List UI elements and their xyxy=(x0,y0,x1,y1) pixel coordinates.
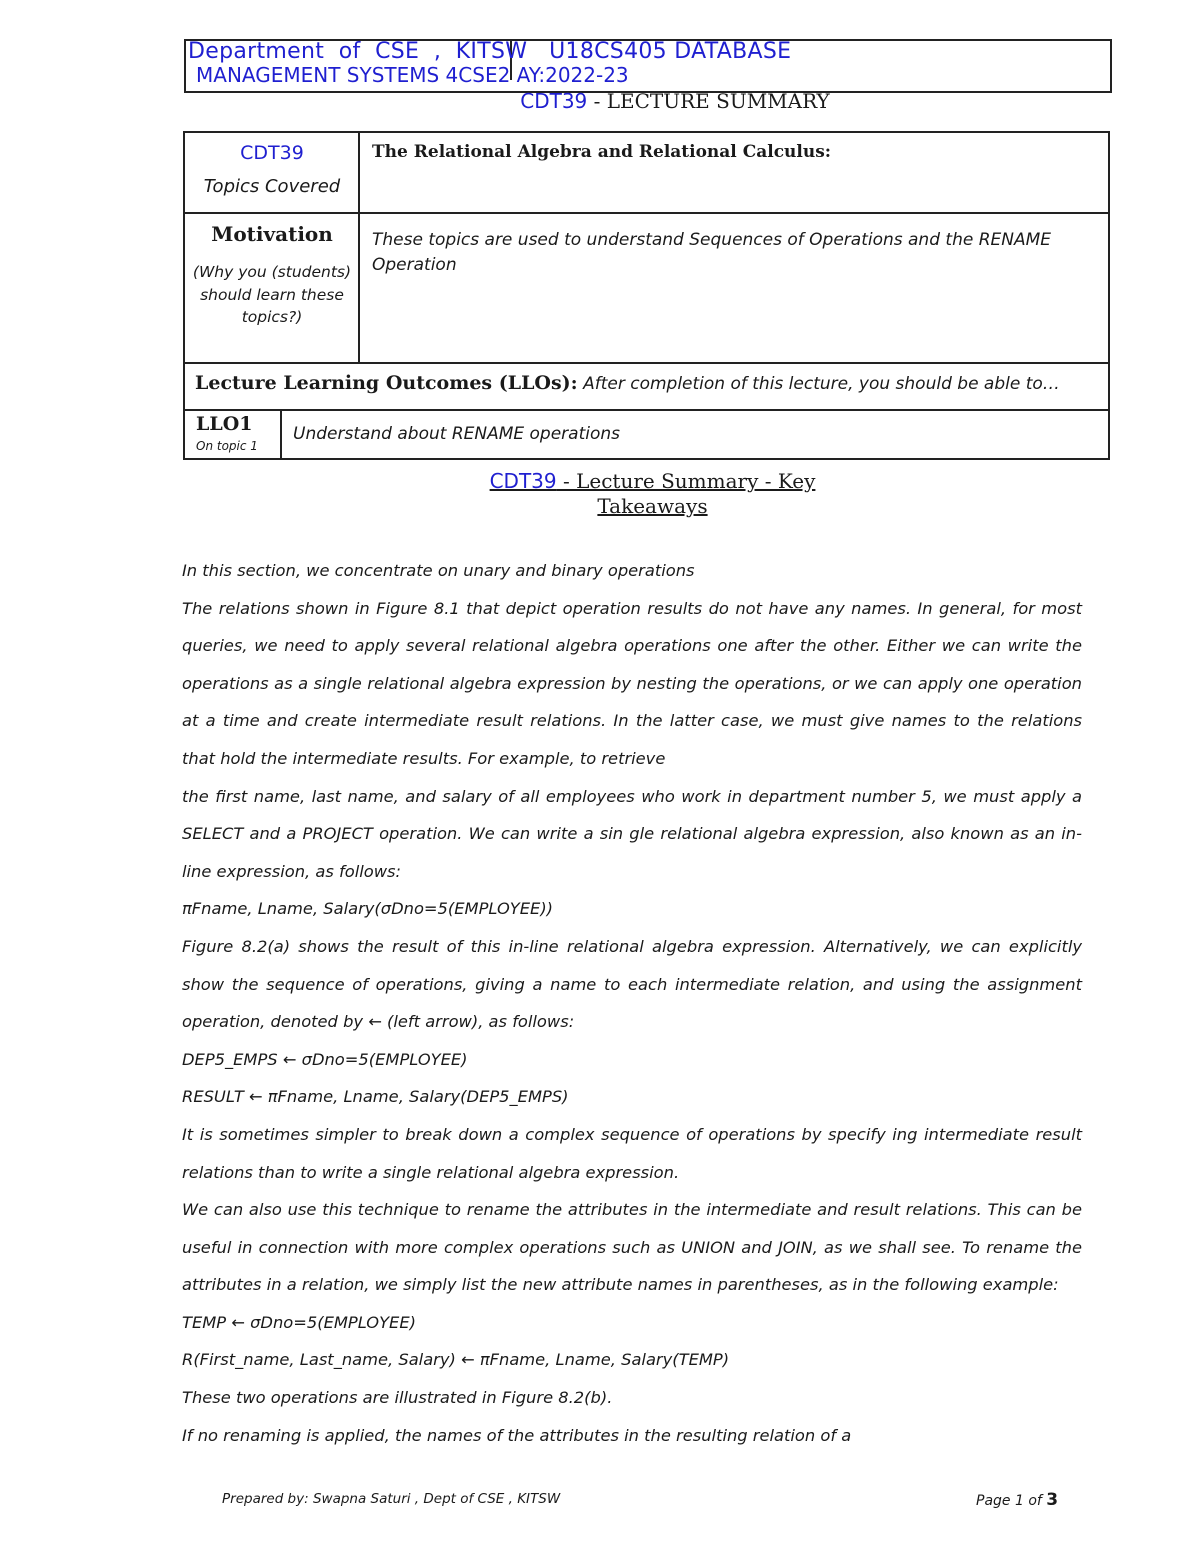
page-subtitle xyxy=(0,90,1200,112)
body-expression: R(First_name, Last_name, Salary) ← πFname, Lname, Salary(TEMP) xyxy=(182,1350,730,1370)
body-expression: TEMP ← σDno=5(EMPLOYEE) xyxy=(182,1312,416,1332)
body-paragraph: The relations shown in Figure 8.1 that depict operation results do not have any names. In general, for most queries, we need to apply several relational algebra operations one after the other. Either we can write the operations as a single relational algebra expression by nesting the operations, or we can apply one operation at a time and create intermediate result relations. In the latter case, we must give names to the relations that hold the intermediate results. For example, to retrieve xyxy=(182,598,1082,768)
body-expression: DEP5_EMPS ← σDno=5(EMPLOYEE) xyxy=(182,1049,468,1069)
body-paragraph: Figure 8.2(a) shows the result of this in-line relational algebra expression. Alternatively, we can explicitly show the sequence of operations, giving a name to each intermediate relation, and using the assignment operation, denoted by ← (left arrow), as follows: xyxy=(182,936,1082,1032)
llo1-text: Understand about RENAME operations xyxy=(293,424,621,444)
topics-covered-label: Topics Covered xyxy=(203,176,341,197)
page-total: 3 xyxy=(1046,1490,1059,1510)
motivation-text: These topics are used to understand Sequences of Operations and the RENAME Operation xyxy=(372,230,1052,275)
section-title-line2: Takeaways xyxy=(597,494,708,518)
table-row-divider xyxy=(183,212,1110,214)
header-line-1 xyxy=(188,40,791,64)
table-col-divider xyxy=(358,131,360,363)
table-row-divider xyxy=(183,362,1110,364)
table-row-divider xyxy=(183,409,1110,411)
body-paragraph: In this section, we concentrate on unary and binary operations xyxy=(182,561,695,580)
footer-prepared-by: Prepared by: Swapna Saturi , Dept of CSE , KITSW xyxy=(222,1491,561,1507)
body-paragraph: These two operations are illustrated in Figure 8.2(b). xyxy=(182,1388,613,1408)
section-title xyxy=(380,469,925,519)
body-expression: RESULT ← πFname, Lname, Salary(DEP5_EMPS) xyxy=(182,1087,569,1107)
motivation-note: (Why you (students) should learn these topics?) xyxy=(192,263,352,326)
header-course: SW U18CS405 DATABASE xyxy=(490,39,792,64)
motivation-label: Motivation xyxy=(211,222,333,246)
body-paragraph: It is sometimes simpler to break down a complex sequence of operations by specify ing intermediate result relations than to write a single relational algebra expression. xyxy=(182,1124,1082,1182)
subtitle-code: CDT39 xyxy=(520,89,588,113)
body-paragraph: We can also use this technique to rename the attributes in the intermediate and result relations. This can be useful in connection with more complex operations such as UNION and JOIN, as we shall see. To rename the attributes in a relation, we simply list the new attribute names in parentheses, as in the following example: xyxy=(182,1200,1082,1295)
footer-page-number xyxy=(976,1490,1058,1510)
llo-heading-row xyxy=(195,372,1060,394)
topics-covered-text: The Relational Algebra and Relational Calculus: xyxy=(372,142,832,162)
cdt-code-label: CDT39 xyxy=(240,142,304,164)
llo1-sub-label: On topic 1 xyxy=(196,439,258,453)
header-line-2: MANAGEMENT SYSTEMS 4CSE2 AY:2022-23 xyxy=(196,63,629,87)
llo-intro: After completion of this lecture, you should be able to… xyxy=(577,374,1060,394)
page-label: Page 1 of xyxy=(976,1493,1047,1509)
table-col-divider xyxy=(280,409,282,460)
header-dept: Department of CSE , KIT xyxy=(188,39,491,64)
body-paragraph: the first name, last name, and salary of all employees who work in department number 5, we must apply a SELECT and a PROJECT operation. We can write a sin gle relational algebra expression, also known as an in-line expression, as follows: xyxy=(182,786,1082,881)
body-paragraph: If no renaming is applied, the names of the attributes in the resulting relation of a xyxy=(182,1425,852,1445)
subtitle-text: - LECTURE SUMMARY xyxy=(587,89,830,113)
lecture-body xyxy=(182,552,1082,1454)
body-expression: πFname, Lname, Salary(σDno=5(EMPLOYEE)) xyxy=(182,899,554,919)
section-title-text: - Lecture Summary - Key xyxy=(556,469,816,493)
llo1-label: LLO1 xyxy=(196,413,253,435)
section-code: CDT39 xyxy=(489,469,557,493)
llo-heading: Lecture Learning Outcomes (LLOs): xyxy=(195,372,578,394)
